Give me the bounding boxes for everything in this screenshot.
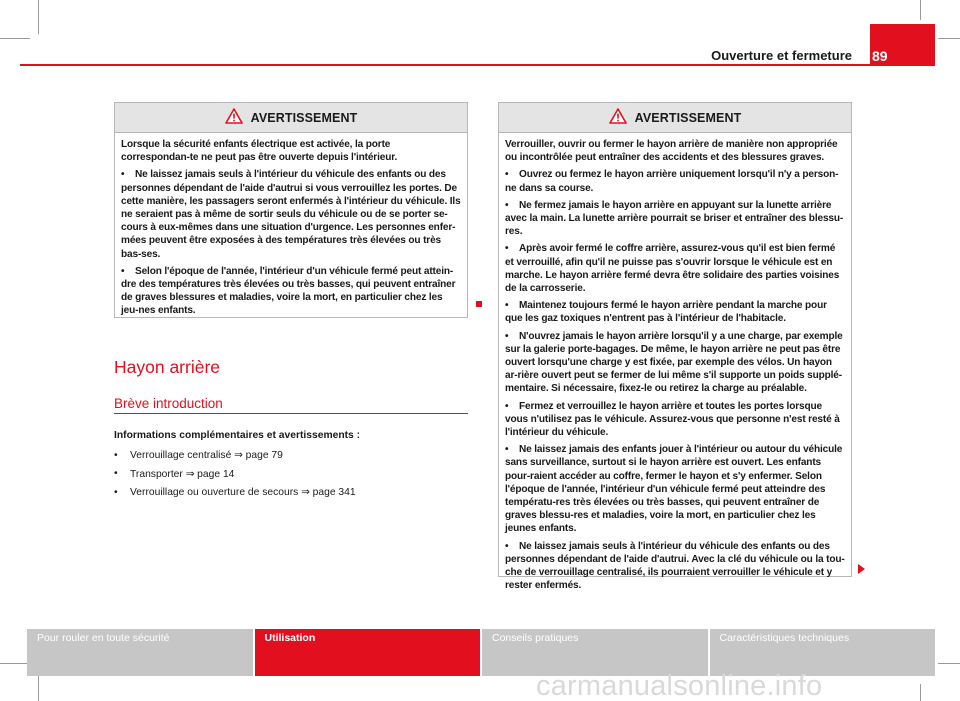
warning-item: • Fermez et verrouillez le hayon arrière et toutes les portes lorsque vous n'utilisez pas le véhicule. Assurez-vous que personne n'est resté à l'intérieur du véhicule.	[505, 400, 840, 439]
cross-reference-link[interactable]: • Verrouillage ou ouverture de secours ⇒ page 341	[114, 486, 356, 499]
bullet-icon: •	[114, 486, 118, 498]
bullet-icon: •	[505, 243, 509, 255]
bullet-icon: •	[505, 330, 509, 342]
bullet-icon: •	[505, 199, 509, 211]
watermark: carmanualsonline.info	[536, 670, 823, 701]
bullet-icon: •	[505, 444, 509, 456]
warning-item: • Ne laissez jamais des enfants jouer à l'intérieur ou autour du véhicule sans surveillance, surtout si le hayon arrière est ouvert. Les enfants pour-raient accéder au coffre, fermer le hayon et s'y enfermer. Selon l'époque de l'année, l'intérieur d'un véhicule fermé peut atteindre des températu-res très élevées ou très basses, qui peuvent entraîner de graves blessu-res et maladies, voire la mort, en particulier chez les jeunes enfants.	[505, 444, 843, 535]
warning-body	[115, 133, 467, 318]
cross-reference-link[interactable]: • Verrouillage centralisé ⇒ page 79	[114, 449, 283, 462]
warning-item: • Ouvrez ou fermez le hayon arrière uniquement lorsqu'il n'y a person-ne dans sa course.	[505, 169, 839, 194]
footer-tab-technical-specs[interactable]: Caractéristiques techniques	[710, 629, 936, 676]
warning-title: AVERTISSEMENT	[250, 110, 358, 125]
bullet-icon: •	[114, 468, 118, 480]
warning-header	[115, 103, 467, 133]
running-header-title: Ouverture et fermeture	[711, 48, 852, 63]
warning-item: • Selon l'époque de l'année, l'intérieur d'un véhicule fermé peut attein-dre des températures très élevées ou très basses, qui peuvent entraîner de graves blessures et maladies, voire la mort, en particulier chez les jeu-nes enfants.	[121, 265, 456, 317]
warning-box-left	[114, 102, 468, 318]
crop-mark	[38, 676, 39, 701]
footer-tab-practical-tips[interactable]: Conseils pratiques	[482, 629, 708, 676]
warning-intro: Verrouiller, ouvrir ou fermer le hayon arrière de manière non appropriée ou incontrôlée peut entraîner des accidents et des blessures graves.	[505, 139, 838, 164]
crop-mark	[938, 663, 960, 664]
warning-title: AVERTISSEMENT	[634, 110, 742, 125]
section-title: Hayon arrière	[114, 357, 221, 377]
footer-tab-operation[interactable]: Utilisation	[255, 629, 481, 676]
warning-header	[499, 103, 851, 133]
header-rule	[20, 64, 935, 66]
footer-chapter-tabs	[27, 629, 935, 676]
bullet-icon: •	[505, 400, 509, 412]
continue-arrow-icon	[858, 564, 865, 574]
warning-triangle-icon	[609, 108, 627, 128]
crop-mark	[938, 38, 960, 39]
crop-mark	[38, 0, 39, 34]
warning-body	[499, 133, 851, 593]
warning-item: • N'ouvrez jamais le hayon arrière lorsqu'il y a une charge, par exemple sur la galerie porte-bagages. De même, le hayon arrière ne peut pas être ouvert lorsqu'une charge y est fixée, par exemple des vélos. Un hayon ar-rière ouvert peut se fermer de lui même s'il supporte un poids supplé-mentaire. Si nécessaire, fixez-le ou retirez la charge au préalable.	[505, 330, 843, 395]
crop-mark	[920, 0, 921, 20]
footer-tab-safety[interactable]: Pour rouler en toute sécurité	[27, 629, 253, 676]
bullet-icon: •	[505, 540, 509, 552]
subsection-title: Brève introduction	[114, 396, 223, 411]
cross-reference-list	[114, 446, 356, 502]
warning-item: • Après avoir fermé le coffre arrière, assurez-vous qu'il est bien fermé et verrouillé, afin qu'il ne puisse pas s'ouvrir lorsque le véhicule est en marche. Le hayon arrière fermé devra être solidaire des parties voisines de la carrosserie.	[505, 243, 840, 295]
warning-triangle-icon	[225, 108, 243, 128]
crop-mark	[0, 663, 30, 664]
bullet-icon: •	[505, 169, 509, 181]
cross-reference-link[interactable]: • Transporter ⇒ page 14	[114, 468, 235, 480]
warning-item: • Ne laissez jamais seuls à l'intérieur du véhicule des enfants ou des personnes dépendant de l'aide d'autrui. Avec la clé du véhicule ou la tou-che de verrouillage centralisé, ils pourraient verrouiller le véhicule et y rester enfermés.	[505, 540, 845, 592]
end-of-section-icon	[476, 301, 482, 307]
subsection-rule	[114, 413, 468, 414]
bullet-icon: •	[505, 300, 509, 312]
warning-item: • Maintenez toujours fermé le hayon arrière pendant la marche pour que les gaz toxiques n'entrent pas à l'intérieur de l'habitacle.	[505, 300, 827, 325]
crop-mark	[0, 38, 30, 39]
bullet-icon: •	[114, 449, 118, 461]
crop-mark	[920, 684, 921, 701]
warning-item: • Ne fermez jamais le hayon arrière en appuyant sur la lunette arrière avec la main. La lunette arrière pourrait se briser et entraîner des blessu-res.	[505, 199, 844, 238]
bullet-icon: •	[121, 169, 125, 181]
bullet-icon: •	[121, 265, 125, 277]
warning-intro: Lorsque la sécurité enfants électrique est activée, la porte correspondan-te ne peut pas être ouverte depuis l'intérieur.	[121, 139, 398, 164]
page-number: 89	[872, 48, 888, 64]
info-heading: Informations complémentaires et avertissements :	[114, 430, 361, 441]
warning-item: • Ne laissez jamais seuls à l'intérieur du véhicule des enfants ou des personnes dépendant de l'aide d'autrui si vous verrouillez les portes. De cette manière, les passagers seront enfermés à l'intérieur du véhicule. Ils ne seraient pas à même de sortir seuls du véhicule ou de se porter se-cours à eux-mêmes dans une situation d'urgence. Les personnes enfer-mées peuvent être exposées à des températures très élevées ou très bas-ses.	[121, 169, 461, 260]
warning-box-right	[498, 102, 852, 592]
